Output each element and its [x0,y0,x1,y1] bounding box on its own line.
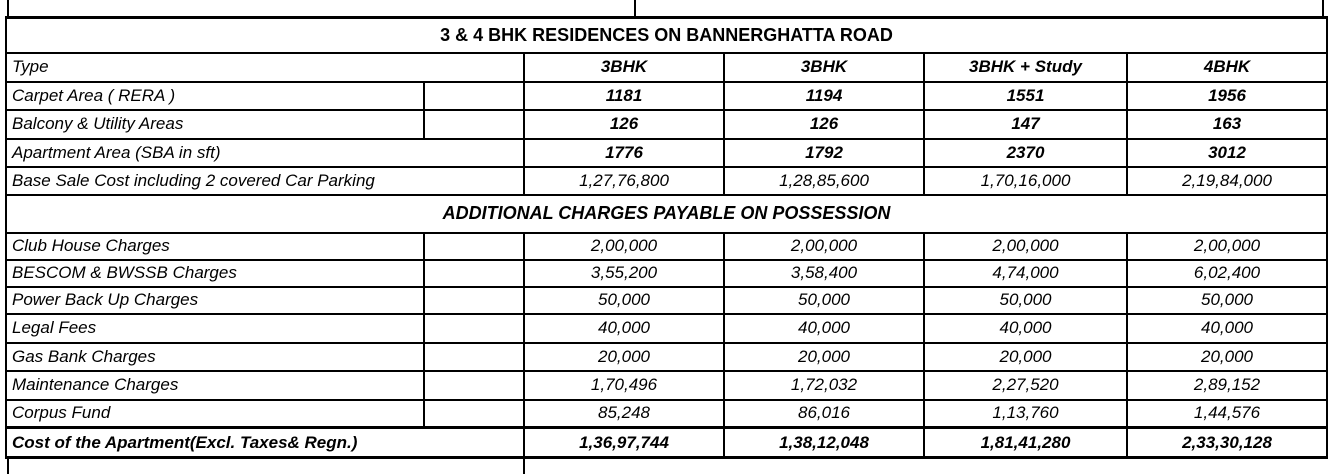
value-cell: 20,000 [1127,343,1327,371]
value-cell: 20,000 [524,343,724,371]
grid-line [634,0,636,16]
value-cell: 2,00,000 [524,233,724,260]
row-balcony-utility [6,110,1327,139]
row-legal-fees [6,314,1327,343]
value-cell: 126 [524,110,724,139]
grid-line [7,459,9,474]
value-cell: 163 [1127,110,1327,139]
bottom-edge-strip [0,459,1336,474]
spacer-cell [424,314,524,343]
value-cell: 40,000 [724,314,924,343]
value-cell: 2,00,000 [924,233,1127,260]
value-cell: 40,000 [524,314,724,343]
top-edge-strip [0,0,1336,16]
value-cell: 3,58,400 [724,260,924,287]
spacer-cell [424,110,524,139]
spacer-cell [424,400,524,428]
column-header: 3BHK [724,53,924,82]
row-power-backup [6,287,1327,314]
value-cell: 86,016 [724,400,924,428]
value-cell: 2,33,30,128 [1127,428,1327,458]
value-cell: 2,00,000 [1127,233,1327,260]
value-cell: 1,27,76,800 [524,167,724,195]
row-label: Base Sale Cost including 2 covered Car Parking [6,167,524,195]
row-club-house [6,233,1327,260]
type-label: Type [6,53,524,82]
value-cell: 20,000 [724,343,924,371]
section-header: ADDITIONAL CHARGES PAYABLE ON POSSESSION [6,195,1327,233]
grid-line [523,459,525,474]
row-label: Apartment Area (SBA in sft) [6,139,524,167]
grid-line [1322,0,1324,16]
spacer-cell [424,287,524,314]
value-cell: 1,70,16,000 [924,167,1127,195]
value-cell: 1776 [524,139,724,167]
row-total-cost [6,428,1327,458]
spacer-cell [424,82,524,110]
value-cell: 3012 [1127,139,1327,167]
row-base-sale-cost [6,167,1327,195]
row-label: Corpus Fund [6,400,424,428]
section-header-row [6,195,1327,233]
value-cell: 50,000 [1127,287,1327,314]
value-cell: 1,36,97,744 [524,428,724,458]
row-bescom-bwssb [6,260,1327,287]
row-maintenance [6,371,1327,400]
value-cell: 3,55,200 [524,260,724,287]
row-label: BESCOM & BWSSB Charges [6,260,424,287]
value-cell: 1181 [524,82,724,110]
title-row [6,18,1327,53]
row-corpus-fund [6,400,1327,428]
value-cell: 1956 [1127,82,1327,110]
value-cell: 4,74,000 [924,260,1127,287]
value-cell: 1,81,41,280 [924,428,1127,458]
value-cell: 2,89,152 [1127,371,1327,400]
value-cell: 50,000 [924,287,1127,314]
row-gas-bank [6,343,1327,371]
table-title: 3 & 4 BHK RESIDENCES ON BANNERGHATTA ROAD [6,18,1327,53]
row-label: Gas Bank Charges [6,343,424,371]
row-label: Cost of the Apartment(Excl. Taxes& Regn.) [6,428,524,458]
row-apartment-area [6,139,1327,167]
value-cell: 1551 [924,82,1127,110]
row-label: Power Back Up Charges [6,287,424,314]
column-header: 4BHK [1127,53,1327,82]
value-cell: 2,19,84,000 [1127,167,1327,195]
row-label: Club House Charges [6,233,424,260]
row-label: Legal Fees [6,314,424,343]
value-cell: 1,38,12,048 [724,428,924,458]
value-cell: 2,00,000 [724,233,924,260]
value-cell: 126 [724,110,924,139]
value-cell: 147 [924,110,1127,139]
pricing-table [5,16,1328,459]
column-header-row [6,53,1327,82]
value-cell: 2,27,520 [924,371,1127,400]
value-cell: 1792 [724,139,924,167]
spacer-cell [424,343,524,371]
value-cell: 50,000 [524,287,724,314]
value-cell: 1,28,85,600 [724,167,924,195]
value-cell: 20,000 [924,343,1127,371]
column-header: 3BHK [524,53,724,82]
value-cell: 2370 [924,139,1127,167]
value-cell: 1,13,760 [924,400,1127,428]
value-cell: 1194 [724,82,924,110]
row-label: Maintenance Charges [6,371,424,400]
grid-line [7,0,9,16]
value-cell: 6,02,400 [1127,260,1327,287]
value-cell: 1,72,032 [724,371,924,400]
spacer-cell [424,260,524,287]
value-cell: 1,70,496 [524,371,724,400]
spacer-cell [424,233,524,260]
row-label: Balcony & Utility Areas [6,110,424,139]
value-cell: 40,000 [1127,314,1327,343]
spacer-cell [424,371,524,400]
row-carpet-area [6,82,1327,110]
value-cell: 85,248 [524,400,724,428]
value-cell: 40,000 [924,314,1127,343]
value-cell: 50,000 [724,287,924,314]
value-cell: 1,44,576 [1127,400,1327,428]
row-label: Carpet Area ( RERA ) [6,82,424,110]
column-header: 3BHK + Study [924,53,1127,82]
